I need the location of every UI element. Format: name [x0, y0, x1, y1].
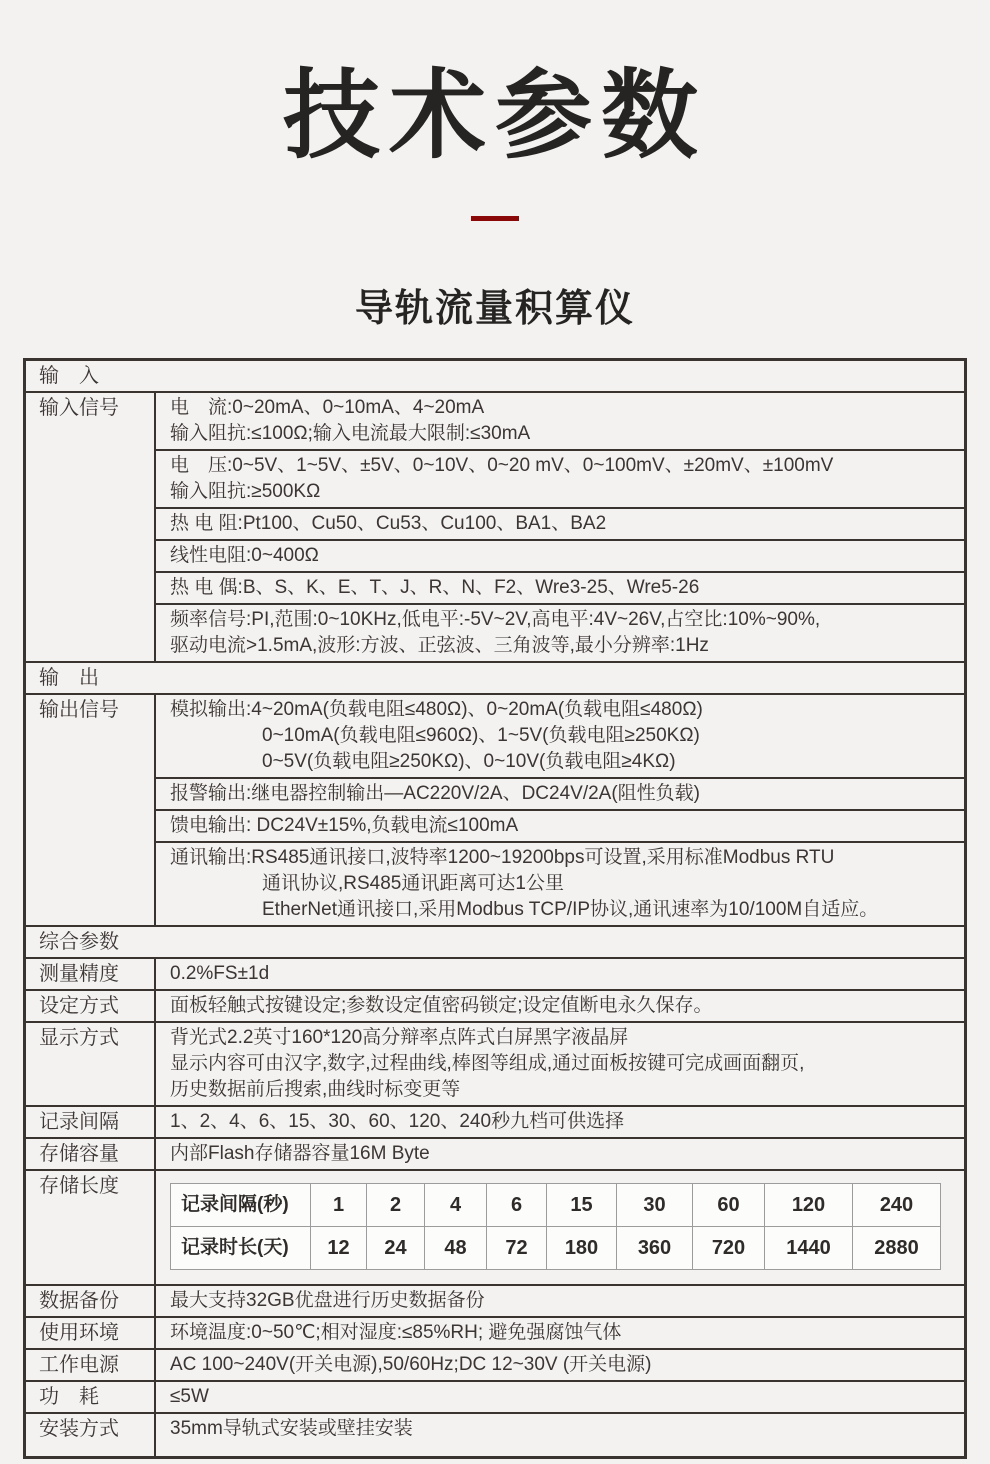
spec-text: 35mm导轨式安装或壁挂安装 [170, 1417, 413, 1439]
spec-text: 电 流:0~20mA、0~10mA、4~20mA [170, 396, 485, 418]
spec-cell [156, 1414, 964, 1456]
storage-cell: 6 [487, 1183, 547, 1226]
spec-text: 内部Flash存储器容量16M Byte [170, 1142, 430, 1164]
spec-label-input-signal: 输入信号 [26, 393, 156, 661]
spec-text: 输入阻抗:≤100Ω;输入电流最大限制:≤30mA [170, 422, 531, 444]
storage-capacity-row [26, 1137, 964, 1169]
output-signal-row [26, 693, 964, 925]
storage-row-label: 记录时长(天) [171, 1226, 311, 1269]
spec-label: 数据备份 [26, 1286, 156, 1316]
storage-cell: 24 [367, 1226, 425, 1269]
storage-cell: 1 [311, 1183, 367, 1226]
spec-cell-analog-output [156, 695, 964, 777]
spec-text: 电 压:0~5V、1~5V、±5V、0~10V、0~20 mV、0~100mV、±20mV、±100mV [170, 454, 834, 476]
storage-cell: 2880 [853, 1226, 941, 1269]
spec-label-storage-length: 存储长度 [26, 1171, 156, 1284]
spec-text: 最大支持32GB优盘进行历史数据备份 [170, 1289, 485, 1311]
storage-table [170, 1183, 941, 1270]
spec-text: 热 电 偶:B、S、K、E、T、J、R、N、F2、Wre3-25、Wre5-26 [170, 576, 700, 598]
spec-text: 通讯协议,RS485通讯距离可达1公里 [262, 872, 564, 894]
spec-text: 馈电输出: DC24V±15%,负载电流≤100mA [170, 814, 519, 836]
spec-cell [156, 1139, 964, 1169]
spec-label: 测量精度 [26, 959, 156, 989]
spec-text: 报警输出:继电器控制输出—AC220V/2A、DC24V/2A(阻性负载) [170, 782, 700, 804]
storage-cell: 4 [425, 1183, 487, 1226]
setting-row [26, 989, 964, 1021]
spec-label: 显示方式 [26, 1023, 156, 1105]
section-header-general: 综合参数 [26, 925, 964, 957]
spec-text: 0~5V(负载电阻≥250KΩ)、0~10V(负载电阻≥4KΩ) [262, 750, 676, 772]
storage-cell: 1440 [765, 1226, 853, 1269]
storage-table-wrap [156, 1171, 964, 1284]
product-subtitle: 导轨流量积算仪 [354, 287, 635, 330]
title-divider [471, 216, 519, 221]
spec-text: 背光式2.2英寸160*120高分辩率点阵式白屏黑字液晶屏 [170, 1026, 629, 1048]
spec-cell [156, 1286, 964, 1316]
storage-length-row [26, 1169, 964, 1284]
section-header-input: 输 入 [39, 364, 99, 387]
spec-cell-linear-resistance [156, 539, 964, 571]
spec-cell-thermocouple [156, 571, 964, 603]
output-signal-content [156, 695, 964, 925]
environment-row [26, 1316, 964, 1348]
spec-cell [156, 1382, 964, 1412]
spec-text: 输入阻抗:≥500KΩ [170, 480, 321, 502]
spec-text: 通讯输出:RS485通讯接口,波特率1200~19200bps可设置,采用标准Modbus RTU [170, 846, 835, 868]
storage-cell: 12 [311, 1226, 367, 1269]
spec-label: 存储容量 [26, 1139, 156, 1169]
spec-label-output-signal: 输出信号 [26, 695, 156, 925]
storage-interval-row [171, 1183, 941, 1226]
spec-cell-comm-output [156, 841, 964, 925]
spec-text: 面板轻触式按键设定;参数设定值密码锁定;设定值断电永久保存。 [170, 994, 713, 1016]
data-backup-row [26, 1284, 964, 1316]
input-signal-row [26, 391, 964, 661]
storage-cell: 72 [487, 1226, 547, 1269]
storage-cell: 15 [547, 1183, 617, 1226]
storage-cell: 240 [853, 1183, 941, 1226]
spec-text: 频率信号:PI,范围:0~10KHz,低电平:-5V~2V,高电平:4V~26V,占空比:10%~90%, [170, 608, 821, 630]
spec-cell [156, 991, 964, 1021]
spec-cell-rtd [156, 507, 964, 539]
spec-cell [156, 1318, 964, 1348]
spec-label: 安装方式 [26, 1414, 156, 1456]
storage-cell: 180 [547, 1226, 617, 1269]
input-signal-content [156, 393, 964, 661]
spec-text: EtherNet通讯接口,采用Modbus TCP/IP协议,通讯速率为10/100M自适应。 [262, 898, 879, 920]
storage-cell: 30 [617, 1183, 693, 1226]
spec-text: AC 100~240V(开关电源),50/60Hz;DC 12~30V (开关电源) [170, 1353, 652, 1375]
page-title: 技术参数 [283, 61, 707, 170]
spec-cell-voltage [156, 449, 964, 507]
storage-cell: 60 [693, 1183, 765, 1226]
storage-duration-row [171, 1226, 941, 1269]
spec-label: 功 耗 [26, 1382, 156, 1412]
power-consumption-row [26, 1380, 964, 1412]
spec-label: 设定方式 [26, 991, 156, 1021]
storage-cell: 720 [693, 1226, 765, 1269]
spec-text: 0.2%FS±1d [170, 962, 270, 984]
spec-text: 热 电 阻:Pt100、Cu50、Cu53、Cu100、BA1、BA2 [170, 512, 607, 534]
accuracy-row [26, 957, 964, 989]
spec-cell [156, 1023, 964, 1105]
display-row [26, 1021, 964, 1105]
spec-table [23, 358, 967, 1459]
spec-cell-alarm-output [156, 777, 964, 809]
spec-cell-feed-output [156, 809, 964, 841]
spec-text: 环境温度:0~50℃;相对湿度:≤85%RH; 避免强腐蚀气体 [170, 1321, 622, 1343]
spec-text: 线性电阻:0~400Ω [170, 544, 319, 566]
storage-cell: 360 [617, 1226, 693, 1269]
spec-cell-frequency [156, 603, 964, 661]
section-header-output: 输 出 [26, 661, 964, 693]
storage-cell: 120 [765, 1183, 853, 1226]
power-supply-row [26, 1348, 964, 1380]
spec-cell-current [156, 393, 964, 449]
spec-text: 0~10mA(负载电阻≤960Ω)、1~5V(负载电阻≥250KΩ) [262, 724, 700, 746]
storage-row-label: 记录间隔(秒) [171, 1183, 311, 1226]
spec-text: 历史数据前后搜索,曲线时标变更等 [170, 1078, 461, 1100]
mounting-row [26, 1412, 964, 1456]
record-interval-row [26, 1105, 964, 1137]
spec-text: 1、2、4、6、15、30、60、120、240秒九档可供选择 [170, 1110, 625, 1132]
spec-text: 模拟输出:4~20mA(负载电阻≤480Ω)、0~20mA(负载电阻≤480Ω) [170, 698, 703, 720]
spec-text: ≤5W [170, 1385, 209, 1407]
spec-cell [156, 959, 964, 989]
spec-cell [156, 1350, 964, 1380]
spec-label: 使用环境 [26, 1318, 156, 1348]
spec-text: 显示内容可由汉字,数字,过程曲线,棒图等组成,通过面板按键可完成画面翻页, [170, 1052, 805, 1074]
spec-text: 驱动电流>1.5mA,波形:方波、正弦波、三角波等,最小分辨率:1Hz [170, 634, 709, 656]
storage-cell: 48 [425, 1226, 487, 1269]
spec-label: 工作电源 [26, 1350, 156, 1380]
storage-cell: 2 [367, 1183, 425, 1226]
spec-label: 记录间隔 [26, 1107, 156, 1137]
spec-cell [156, 1107, 964, 1137]
